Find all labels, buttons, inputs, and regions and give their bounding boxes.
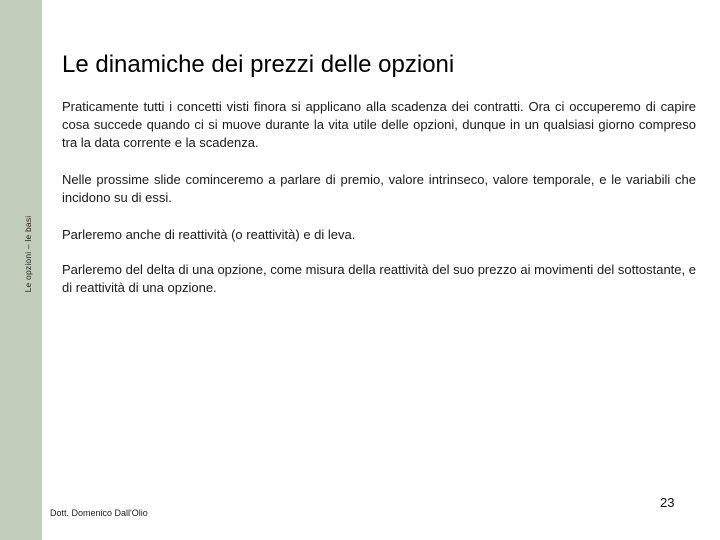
footer-author: Dott. Domenico Dall'Olio [50,508,148,518]
paragraph-premium: Nelle prossime slide cominceremo a parlare di premio, valore intrinseco, valore temporale, e le variabili che incidono su di essi. [62,172,696,205]
paragraph-delta: Parleremo del delta di una opzione, come misura della reattività del suo prezzo ai movimenti del sottostante, e di reattività di una opzione. [62,262,696,295]
page-number: 23 [660,495,675,510]
slide-title: Le dinamiche dei prezzi delle opzioni [62,51,455,78]
paragraph-intro: Praticamente tutti i concetti visti finora si applicano alla scadenza dei contratti. Ora ci occuperemo di capire cosa succede quando ci si muove durante la vita utile delle opzioni, dunque in un qualsiasi giorno compreso tra la data corrente e la scadenza. [62,99,696,150]
sidebar-label: Le opzioni – le basi [23,215,33,293]
sidebar [0,0,42,540]
paragraph-leverage: Parleremo anche di reattività (o reattività) e di leva. [62,227,356,242]
